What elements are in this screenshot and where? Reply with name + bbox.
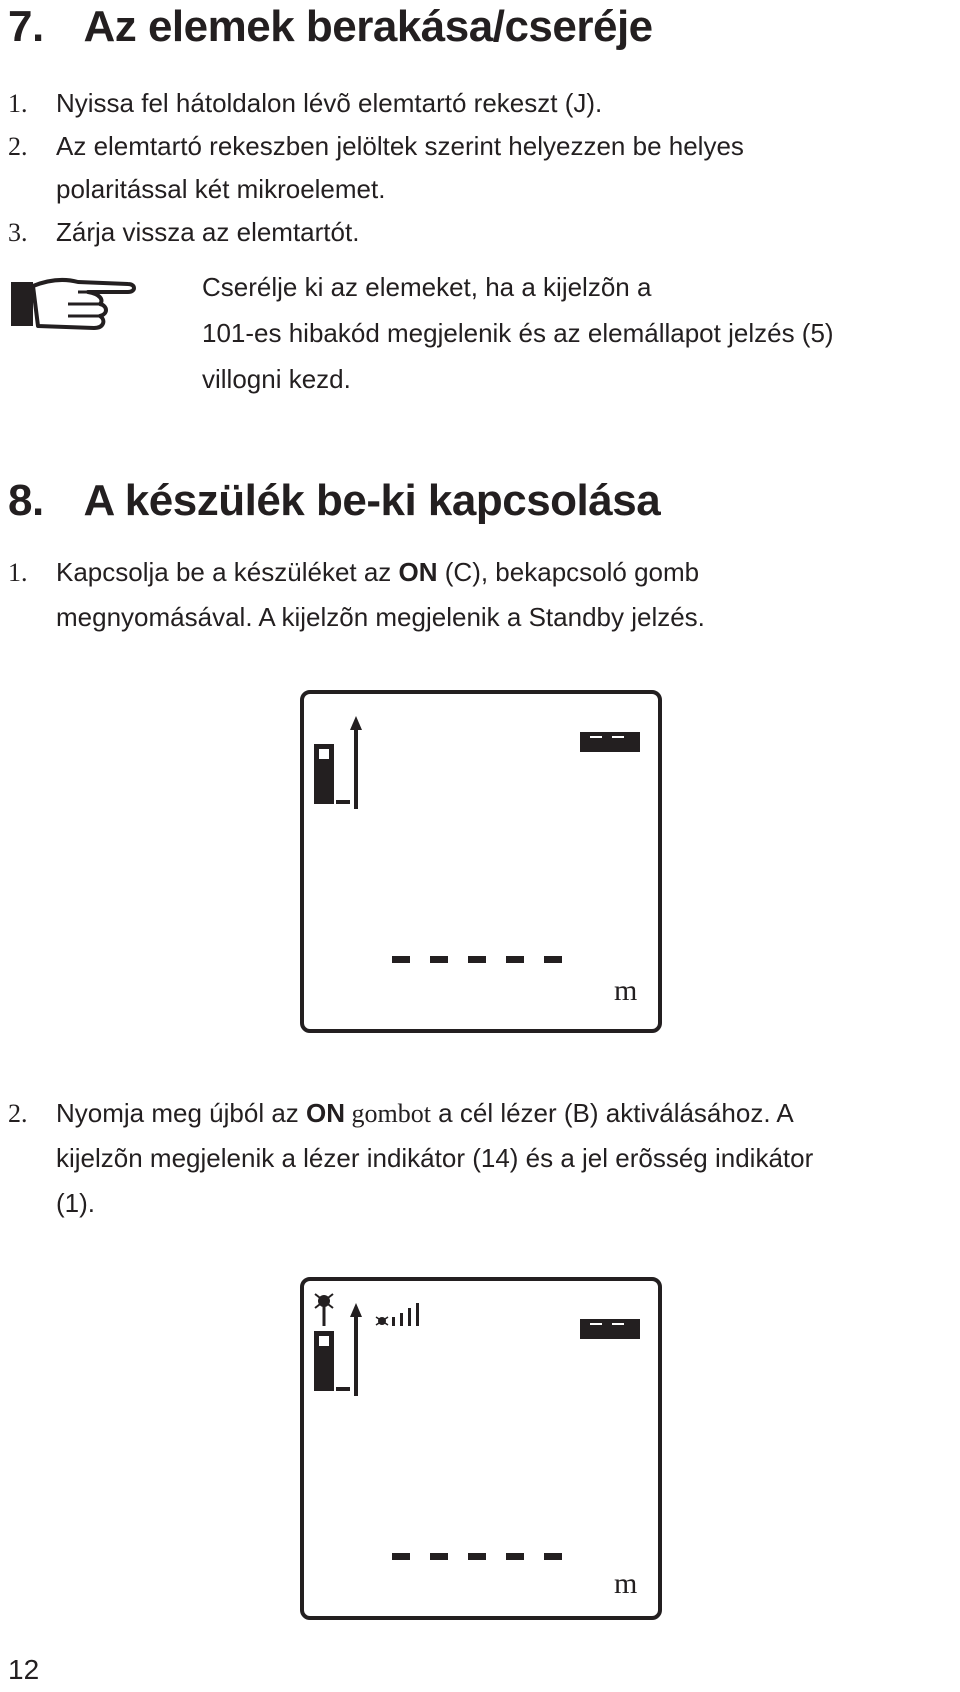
step-number: 1. [8,89,28,118]
readout-dashes [392,1551,572,1563]
lcd-display-graphics [304,1281,658,1616]
section-8-heading [8,476,660,526]
step-7-3-text: Zárja vissza az elemtartót. [56,217,360,247]
text: a cél lézer (B) aktiválásához. A [430,1098,794,1128]
section-8-number: 8. [8,476,44,525]
step-7-1 [8,80,28,127]
step-8-2-line-2: kijelzõn megjelenik a lézer indikátor (14) és a jel erõsség indikátor [56,1143,814,1173]
battery-icon [314,1331,350,1391]
text: (C), bekapcsoló gomb [437,557,700,587]
text: Nyomja meg újból az [56,1098,306,1128]
step-7-2-line-1: Az elemtartó rekeszben jelöltek szerint helyezzen be helyes [56,131,744,161]
step-number: 3. [8,218,28,247]
step-7-3 [8,209,28,256]
unit-label: m [614,974,638,1007]
lcd-display-standby [300,690,662,1033]
laser-indicator-icon [315,1294,333,1326]
step-8-1-line-2: megnyomásával. A kijelzõn megjelenik a Standby jelzés. [56,602,705,632]
segment-bar-icon [580,1319,640,1339]
note-line-1: Cserélje ki az elemeket, ha a kijelzõn a [202,272,652,302]
step-8-1-line-1 [56,549,699,595]
section-7-number: 7. [8,2,44,51]
step-7-1-text: Nyissa fel hátoldalon lévõ elemtartó rekeszt (J). [56,88,603,118]
step-number: 2. [8,1099,28,1128]
lcd-display-graphics [304,694,658,1029]
step-7-2-line-2: polaritással két mikroelemet. [56,174,386,204]
lcd-display-laser-active [300,1277,662,1620]
step-number: 1. [8,558,28,587]
step-8-1 [8,549,28,596]
battery-icon [314,744,350,804]
step-8-2-line-1 [56,1090,794,1137]
step-8-2-line-3: (1). [56,1188,95,1218]
text: Kapcsolja be a készüléket az [56,557,399,587]
reference-arrow-icon [350,716,362,809]
signal-strength-icon [376,1303,419,1326]
pointing-hand-icon [8,270,138,340]
segment-bar-icon [580,732,640,752]
note-line-3: villogni kezd. [202,364,351,394]
text: gombot [345,1099,431,1128]
section-7-title: Az elemek berakása/cseréje [83,2,653,51]
section-7-heading [8,2,653,52]
on-button-label: ON [306,1098,345,1128]
readout-dashes [392,954,572,966]
reference-arrow-icon [350,1303,362,1396]
note-line-2: 101-es hibakód megjelenik és az elemállapot jelzés (5) [202,318,834,348]
step-number: 2. [8,132,28,161]
step-8-2 [8,1090,28,1137]
section-8-title: A készülék be-ki kapcsolása [83,476,661,525]
on-button-label: ON [398,557,438,587]
unit-label: m [614,1567,638,1600]
step-7-2 [8,123,28,170]
page-number: 12 [8,1654,40,1685]
